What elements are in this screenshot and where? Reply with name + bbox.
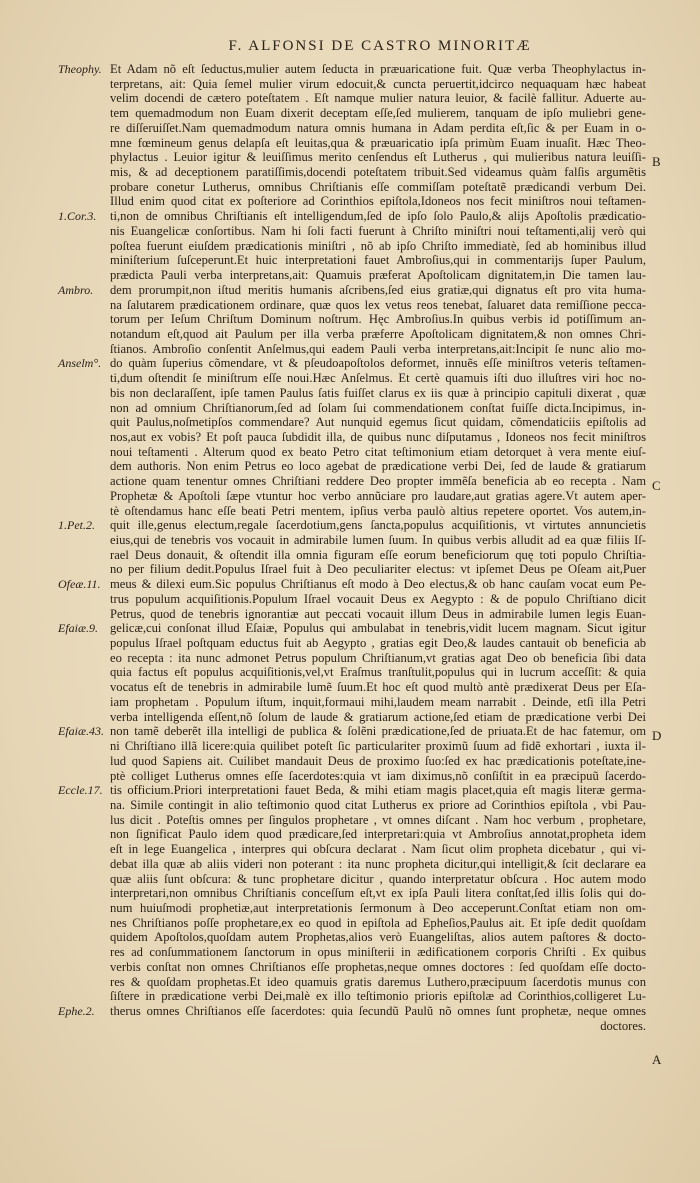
text-line: tè oſtendamus hanc eſſe beati Petri mentem, ipſius verba paulò altius repetere oportet. Vos autem,in-: [110, 503, 646, 518]
text-line: rael Deus donauit, & oſtendit illa omnia figuram eſſe eorum beneficiorum quę toti populo Chriſtia-: [110, 547, 646, 562]
running-header: F. ALFONSI DE CASTRO MINORITÆ: [228, 38, 532, 54]
margin-citation: Anselm°.: [58, 356, 102, 371]
text-line: tem quemadmodum non Euam dixerit deceptam eſſe,ſed mulierem, tanquam de ipſo muliebri gene-: [110, 106, 646, 121]
text-line: verba intelligenda eſſent,nõ ſolum de laude & gratiarum actione,ſed etiam de prædicatione verbi Dei: [110, 709, 646, 724]
text-line: torum per Ieſum Chriſtum Dominum noſtrum. Hęc Ambroſius.In quibus verbis id potiſſimum an-: [110, 312, 646, 327]
text-line: bis non declaraſſent, ipſe tamen Paulus ſatis fuiſſet clarus ex iis quæ à principio capituli dixerat , quæ: [110, 385, 646, 400]
text-line: eſt in lege Euangelica , interpres qui obſcura declarat . Nam ſicut olim propheta dicebatur , qui vi-: [110, 842, 646, 857]
text-line: non tamẽ deberẽt illa intelligi de publica & ſolẽni prædicatione,ſed de priuata.Et de hac fatemur, om: [110, 724, 646, 739]
section-letter: C: [652, 478, 661, 494]
margin-citation: Ephe.2.: [58, 1004, 95, 1019]
text-line: iam prophetam . Populum iſtum, inquit,formaui mihi,laudem meam narrabit . Deinde, etſi illa Petri: [110, 694, 646, 709]
text-line: quidem Apoſtolos,quoſdam autem Prophetas,alios verò Euangeliſtas, alios autem paſtores & docto-: [110, 930, 646, 945]
text-line: vocatus eſt de tenebris in admirabile lumẽ ſuum.Et hoc eſt quod multò antè prædixerat Deus per Eſa-: [110, 680, 646, 695]
text-line: mis, & ad deceptionem paratiſſimis,docendi poteſtatem tribuit.Sed videamus quàm falſis argumẽtis: [110, 165, 646, 180]
text-line: ni Chriſtiano illã licere:quia quilibet poteſt ſic particulariter proximũ ſuum ad fidẽ exhortari , iuxta il-: [110, 739, 646, 754]
text-line: ſtianos. Ambroſio conſentit Anſelmus,qui eadem Pauli verba interpretans,ait:Incipit ſe nunc alio mo-: [110, 341, 646, 356]
text-line: doctores.: [600, 1018, 646, 1033]
text-line: verbis conſtat non omnes Chriſtianos eſſe prophetas,neque omnes doctores : ſed quoſdam eſſe docto-: [110, 959, 646, 974]
text-line: na. Simile contingit in alio teſtimonio quod citat Lutherus ex priore ad Corinthios epiſtola , vbi Pau-: [110, 797, 646, 812]
text-line: res ad conſummationem ſanctorum in opus miniſterii in ædificationem corporis Chriſti . Ex quibus: [110, 945, 646, 960]
text-line: ti,non de omnibus Chriſtianis eſt intelligendum,ſed de ipſo ſolo Paulo,& alijs Apoſtolis prædicatio-: [110, 209, 646, 224]
text-line: re diſſeruiſſet.Nam quemadmodum natura omnis humana in Adam perdita eſt,ſic & per Euam in o-: [110, 120, 646, 135]
text-line: no per filium dedit.Populus Iſrael fuit à Deo peculiariter electus: vt ipſemet Deus pe Oſeam ait,Puer: [110, 562, 646, 577]
text-line: na ſalutarem prædicationem ordinare, quæ quos lex vetus reos tenebat, ſaluaret data remiſſione pecca-: [110, 297, 646, 312]
text-line: nis Euangelicæ conſortibus. Nam hi ſoli facti fuerunt à Chriſto miniſtri noui teſtamenti,alij verò qui: [110, 223, 646, 238]
margin-citation: Ambro.: [58, 282, 94, 297]
margin-citation: 1.Pet.2.: [58, 518, 95, 533]
margin-citation: Efaiæ.43.: [58, 724, 105, 739]
text-line: therus omnes Chriſtianos eſſe ſacerdotes: quia ſecundũ Paulũ nõ omnes ſunt prophetæ, neque omnes: [110, 1004, 646, 1018]
text-line: quia factus eſt populus acquiſitionis,vel,vt Eraſmus tranſtulit,populus qui in lucrum acceſſit: & quia: [110, 665, 646, 680]
body-text: [110, 62, 646, 1033]
text-line: debat illa quæ ab aliis videri non poterant : ita nunc propheta dicitur,qui intelligit,& ſcit declarare ea: [110, 856, 646, 871]
text-line: quit ille,genus electum,regale ſacerdotium,gens ſancta,populus acquiſitionis, vt virtutes annuncietis: [110, 518, 646, 533]
text-line: poſtea fuerunt eiuſdem prædicationis miniſtri , nõ ab ipſo Chriſto immediatè, ſed ab hominibus illud: [110, 238, 646, 253]
text-line: dem authoris. Non enim Petrus eo loco agebat de prædicatione verbi Dei, ſed de laude & gratiarum: [110, 459, 646, 474]
text-line: miniſterium ſuſceperunt.Et huic interpretationi fauet Ambroſius,qui in commentarijs ſuper Paulum,: [110, 253, 646, 268]
margin-citation: Efaiæ.9.: [58, 621, 99, 636]
text-line: tis officium.Priori interpretationi fauet Beda, & mihi etiam magis placet,quia eſt magis literæ germa-: [110, 783, 646, 798]
text-line: Prophetæ & Apoſtoli ſæpe vtuntur hoc verbo annũciare pro laudare,aut gratias agere.Vt autem aper-: [110, 488, 646, 503]
text-line: lus dicit . Poteſtis omnes per ſingulos prophetare , vt omnes diſcant . Nam hoc verbum , prophetare,: [110, 812, 646, 827]
text-line: non ad omnium Chriſtianorum,ſed ad ſolam ſui commendationem conſtat fuiſſe dicta.Incipimus, in-: [110, 400, 646, 415]
text-line: interpretari,non omnibus Chriſtianis conceſſum eſt,vt ex ipſa Pauli litera conſtat,ſed illis ſolis qui do-: [110, 886, 646, 901]
text-line: ſiſtere in prædicatione verbi Dei,malè ex illo teſtimonio prioris epiſtolæ ad Corinthios,colligeret Lu-: [110, 989, 646, 1004]
text-line: notandum eſt,quod ait Paulum per illa verba præferre Apoſtolicam dignitatem,& non omnes Chri-: [110, 326, 646, 341]
text-line: eius,qui de tenebris vos vocauit in admirabile lumen ſuum. In quibus verbis alludit ad ea quæ filiis Iſ-: [110, 533, 646, 547]
section-letter: A: [652, 1052, 662, 1068]
text-line: ti,dum oſtendit ſe miniſtrum eſſe noui.Hæc Anſelmus. Et certè quamuis iſti duo illuſtres viri hoc no-: [110, 371, 646, 386]
text-line: non ſignificat Paulo idem quod prædicare,ſed interpretari:quia vt Ambroſius annotat,propheta idem: [110, 827, 646, 842]
text-line: actione quam tenentur omnes Chriſtiani reddere Deo propter immẽſa beneficia ab eo recepta . Nam: [110, 474, 646, 489]
section-letter: B: [652, 154, 661, 170]
section-letter: D: [652, 728, 662, 744]
text-line: ptè colliget Lutherus omnes eſſe ſacerdotes:quia vt iam diximus,nõ conſiſtit in ea præcipuũ ſacerdo-: [110, 768, 646, 783]
text-line: phylactus . Leuior igitur & leuiſſimus merito cenſendus eſt Lutherus , qui mulieribus natura leuiſſi-: [110, 150, 646, 165]
text-line: eo recepta : ita nunc admonet Petrus populum Chriſtianum,vt gratias agat Deo ob beneficia ſibi data: [110, 650, 646, 665]
text-line: quæ aliis ſunt obſcura: & tunc prophetare dicitur , quando interpretatur obſcura . Hoc autem modo: [110, 871, 646, 886]
margin-citation: 1.Cor.3.: [58, 209, 97, 224]
text-line: noui teſtamenti . Alterum quod ex beato Petro citat teſtimonium etiam detorquet à vera mente eiuſ-: [110, 444, 646, 459]
text-line: populus Iſrael poſtquam eductus fuit ab Aegypto , gratias egit Deo,& laudes cantauit ob beneficia ab: [110, 636, 646, 651]
text-line: meus & dilexi eum.Sic populus Chriſtianus eſt modo à Deo electus,& ob hanc cauſam vocat eum Pe-: [110, 577, 646, 592]
margin-citation: Eccle.17.: [58, 783, 103, 798]
text-line: nes Chriſtianos poſſe prophetare,ex eo quod in epiſtola ad Epheſios,Paulus ait. Et ipſe dedit quoſdam: [110, 915, 646, 930]
text-line: do quàm ſuperius cõmendare, vt & pſeudoapoſtolos deformet, innuẽs eſſe miniſtros veteris teſtamen-: [110, 356, 646, 371]
text-line: velim docendi de cætero poteſtatem . Eſt namque mulier natura leuior, & facilè fallitur. Aduerte au-: [110, 91, 646, 106]
text-line: prædicta Pauli verba interpretans,ait: Quamuis præferat Apoſtolicam dignitatem,in Die tamen lau-: [110, 268, 646, 283]
text-line: probare conetur Lutherus, omnibus Chriſtianis eſſe commiſſam poteſtatẽ prædicandi verbum Dei.: [110, 179, 646, 194]
text-line: Illud enim quod citat ex poſteriore ad Corinthios epiſtola,Idoneos nos fecit miniſtros noui teſtamen-: [110, 194, 646, 209]
text-line: mne fœmineum genus delapſa eſt leuitas,qua & præuaricatio ipſa primùm Euam inuaſit. Hæc Theo-: [110, 135, 646, 150]
text-line: quit Paulus,noſmetipſos commendare? Aut nunquid egemus ſicut quidam, cõmendaticiis epiſtolis ad: [110, 415, 646, 430]
text-line: res & quoſdam prophetas.Et ideo quamuis gratis daremus Luthero,præcipuum ſacerdotis munus con: [110, 974, 646, 989]
text-line: Et Adam nõ eſt ſeductus,mulier autem ſeducta in præuaricatione fuit. Quæ verba Theophylactus in-: [110, 62, 646, 76]
text-line: terpretans, ait: Quia ſemel mulier virum edocuit,& cuncta peruertit,idcirco nequaquam hæc habeat: [110, 76, 646, 91]
margin-citation: Ofeæ.11.: [58, 577, 101, 592]
text-line: num huiuſmodi prophetiæ,aut interpretationis ſermonum à Deo acceperunt.Conſtat etiam non om-: [110, 900, 646, 915]
text-line: trus populum acquiſitionis.Populum Iſrael vocauit Deus ex Aegypto : & de populo Chriſtiano dicit: [110, 591, 646, 606]
text-line: nos,aut ex vobis? Et poſt pauca ſubdidit illa, de quibus nunc diſputamus , Idoneos nos fecit miniſtros: [110, 429, 646, 444]
text-line: lud quod Sapiens ait. Cuilibet mandauit Deus de proximo ſuo:ſed ex hac prædicationis poteſtate,ine-: [110, 753, 646, 768]
text-line: dem prorumpit,non iſtud meritis humanis aſcribens,ſed eius gratiæ,qui dignatus eſt pro vita huma-: [110, 282, 646, 297]
margin-citation: Theophy.: [58, 62, 102, 76]
text-line: Petrus, quod de tenebris ignorantiæ aut peccati vocauit illum Deus in admirabile lumen legis Euan-: [110, 606, 646, 621]
text-line: gelicæ,cui conſonat illud Eſaiæ, Populus qui ambulabat in tenebris,vidit lucem magnam. Sicut igitur: [110, 621, 646, 636]
